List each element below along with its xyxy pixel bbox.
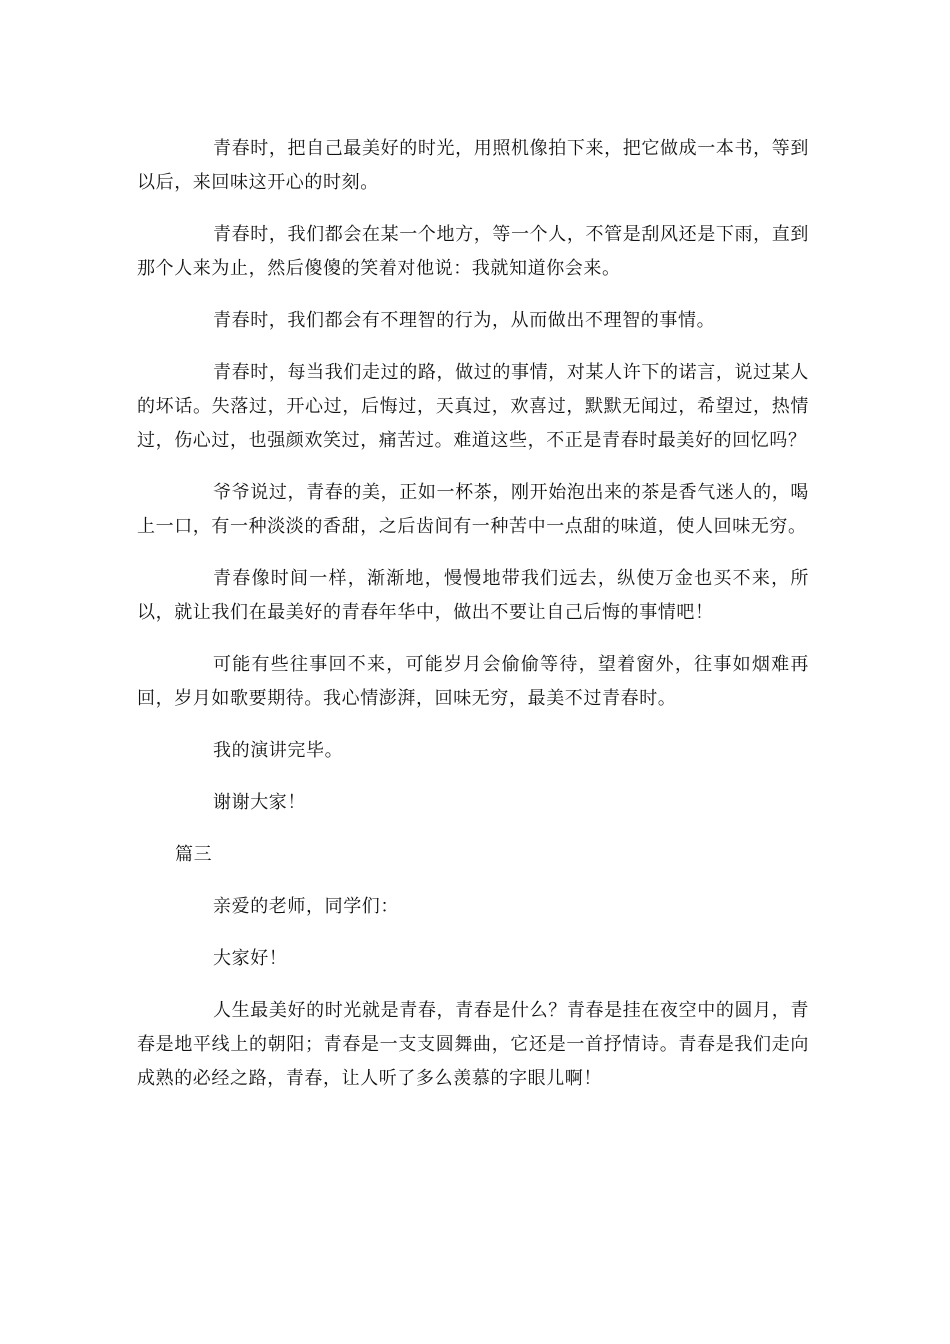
document-body — [137, 132, 809, 1096]
paragraph-speech-end: 我的演讲完毕。 — [213, 740, 344, 761]
paragraph-photo-book: 青春时，把自己最美好的时光，用照机像拍下来，把它做成一本书，等到以后，来回味这开心的时刻。 — [137, 138, 809, 193]
paragraph-irrational: 青春时，我们都会有不理智的行为，从而做出不理智的事情。 — [213, 310, 716, 331]
paragraph-tea: 爷爷说过，青春的美，正如一杯茶，刚开始泡出来的茶是香气迷人的，喝上一口，有一种淡淡的香甜，之后齿间有一种苦中一点甜的味道，使人回味无穷。 — [137, 482, 809, 537]
section-heading: 篇三 — [175, 844, 213, 865]
paragraph-greeting: 亲爱的老师，同学们： — [213, 896, 399, 917]
paragraph-waiting: 青春时，我们都会在某一个地方，等一个人，不管是刮风还是下雨，直到那个人来为止，然后傻傻的笑着对他说：我就知道你会来。 — [137, 224, 809, 279]
paragraph-memories: 青春时，每当我们走过的路，做过的事情，对某人许下的诺言，说过某人的坏话。失落过，开心过，后悔过，天真过，欢喜过，默默无闻过，希望过，热情过，伤心过，也强颜欢笑过，痛苦过。难道这些，不正是青春时最美好的回忆吗？ — [137, 362, 809, 451]
paragraph-past: 可能有些往事回不来，可能岁月会偷偷等待，望着窗外，往事如烟难再回，岁月如歌要期待。我心情澎湃，回味无穷，最美不过青春时。 — [137, 654, 809, 709]
paragraph-time: 青春像时间一样，渐渐地，慢慢地带我们远去，纵使万金也买不来，所以，就让我们在最美好的青春年华中，做出不要让自己后悔的事情吧！ — [137, 568, 809, 623]
paragraph-youth-definition: 人生最美好的时光就是青春，青春是什么？青春是挂在夜空中的圆月，青春是地平线上的朝阳；青春是一支支圆舞曲，它还是一首抒情诗。青春是我们走向成熟的必经之路，青春，让人听了多么羡慕的字眼儿啊！ — [137, 1000, 809, 1089]
paragraph-hello: 大家好！ — [213, 948, 288, 969]
paragraph-thanks: 谢谢大家！ — [213, 792, 306, 813]
